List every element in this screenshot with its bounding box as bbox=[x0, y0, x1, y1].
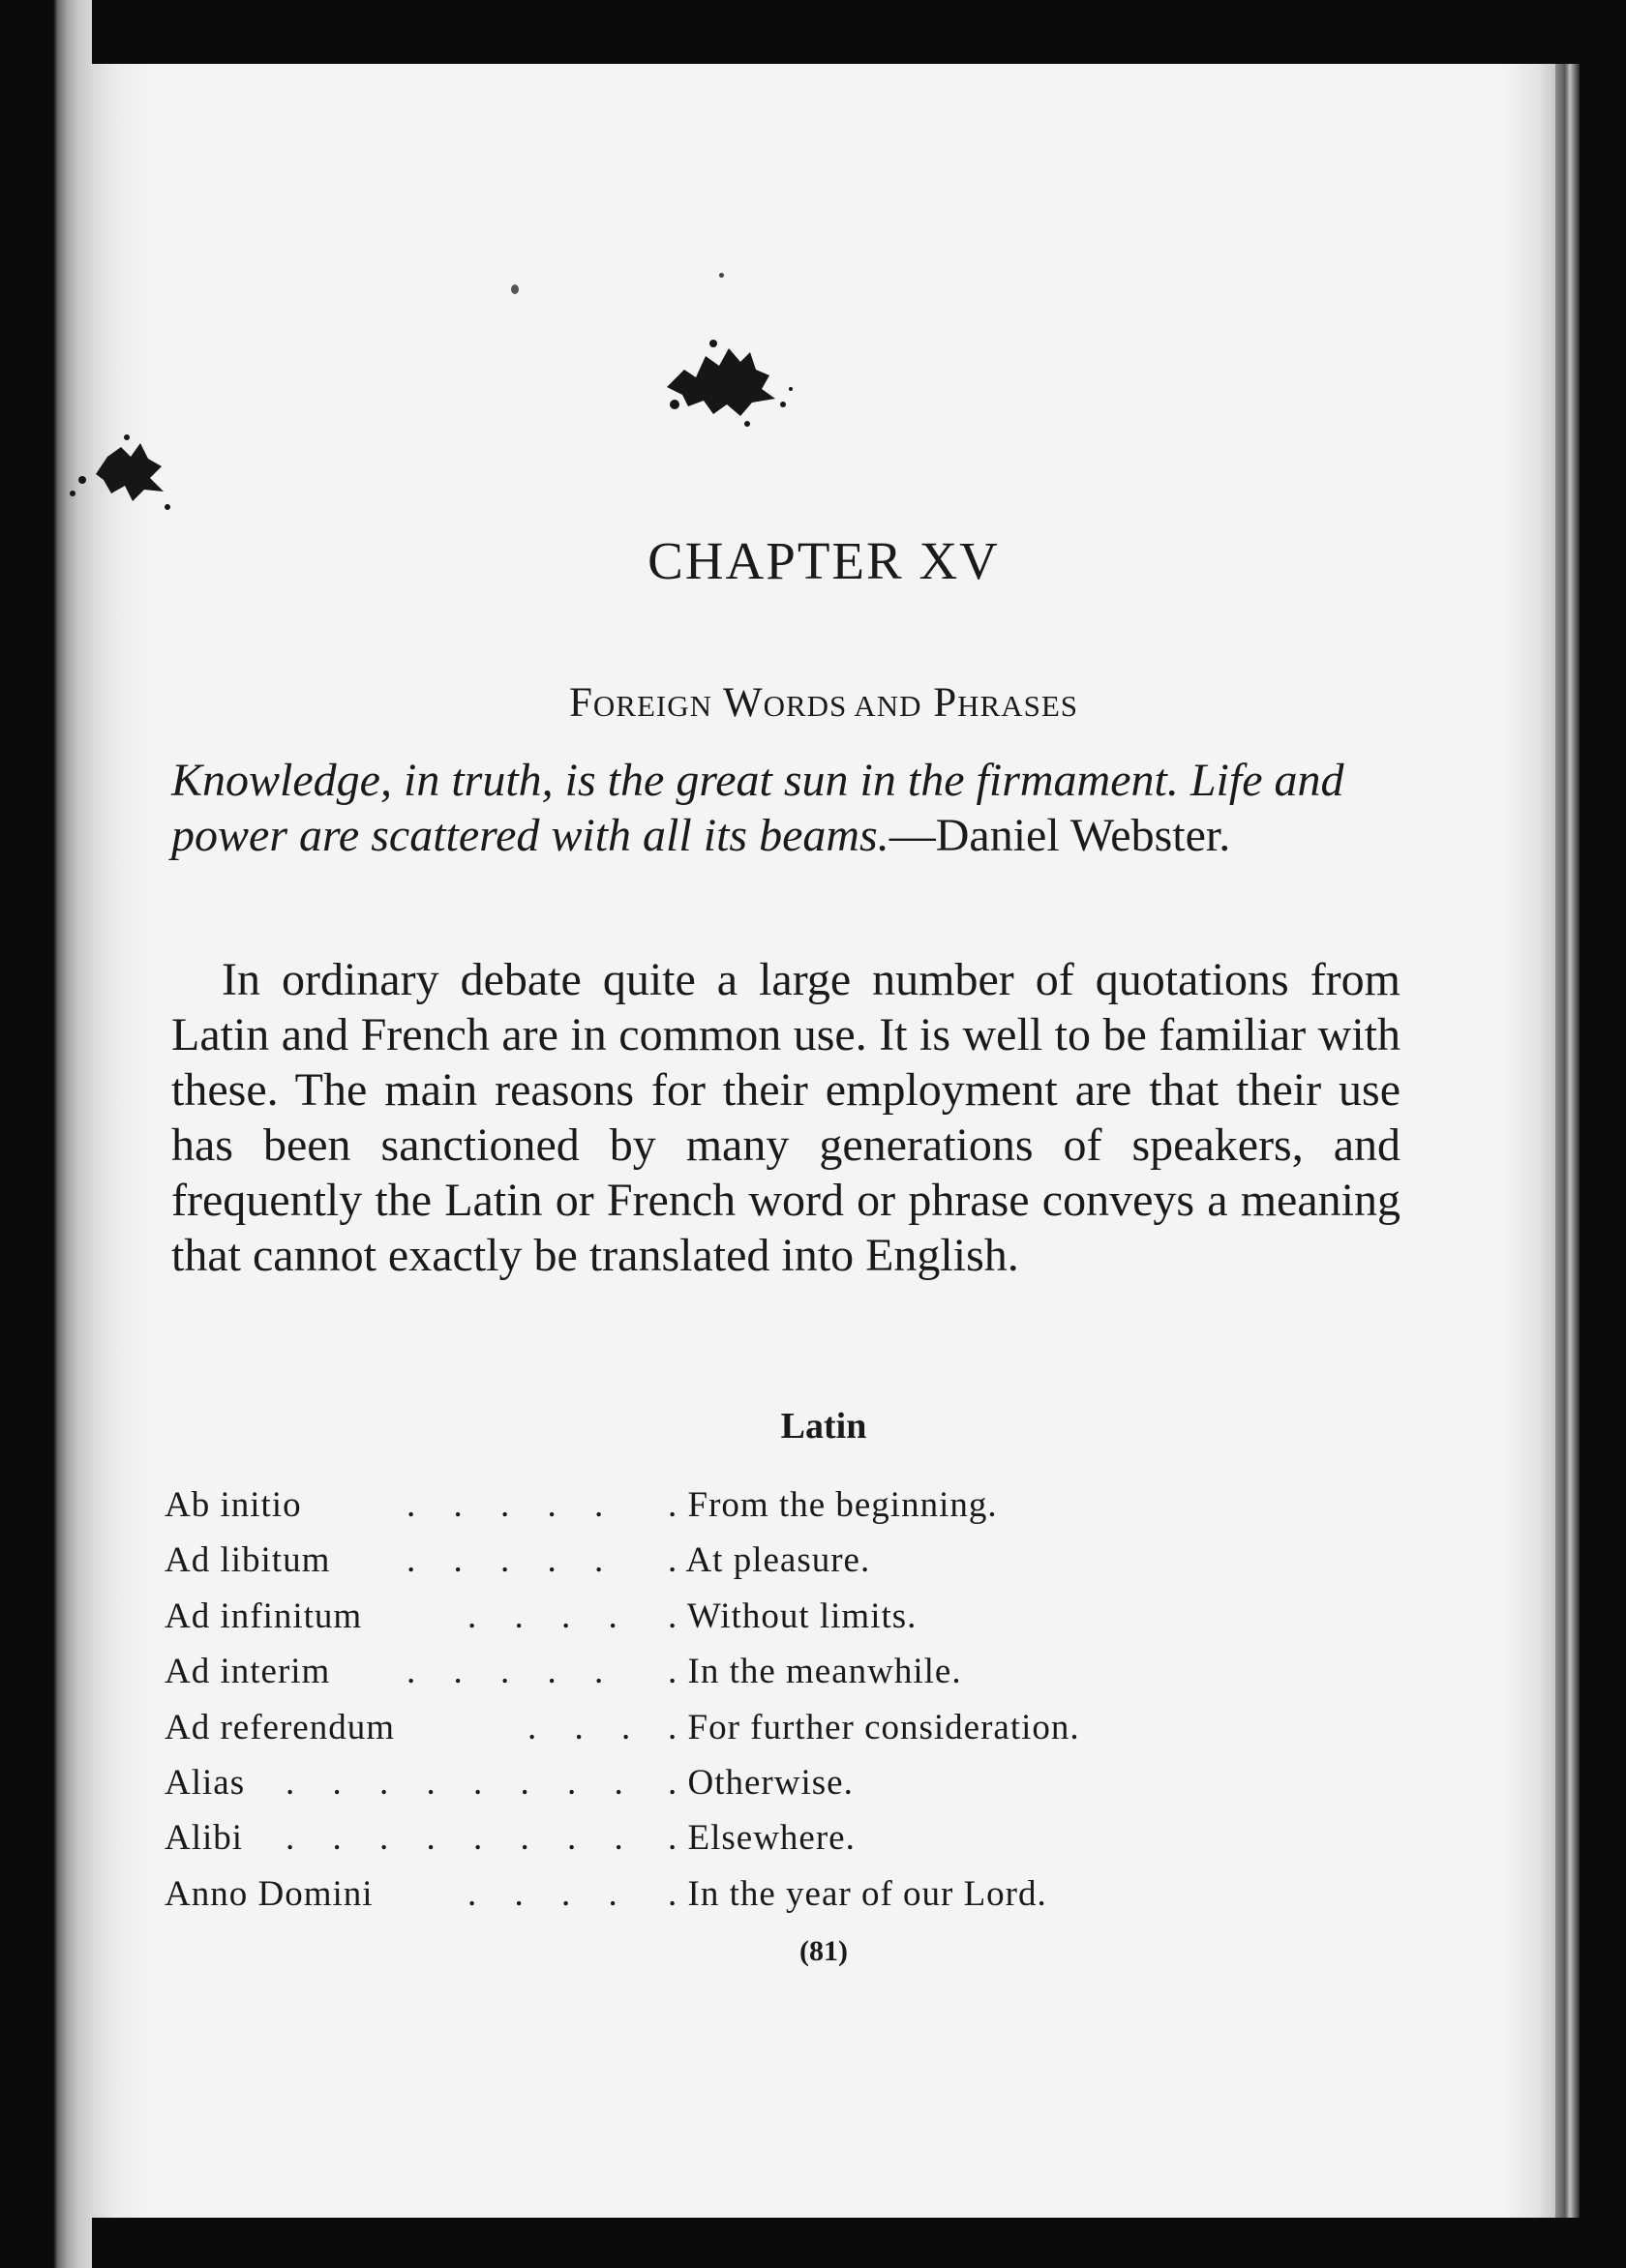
leader-dots: . . . . . bbox=[406, 1652, 618, 1692]
phrase-term: Alibi bbox=[165, 1818, 244, 1859]
leader-dots: . . . . . bbox=[406, 1540, 618, 1581]
leader-dots: . . . bbox=[527, 1707, 646, 1747]
phrase-term: Ad infinitum bbox=[165, 1596, 363, 1636]
phrase-meaning: . In the meanwhile. bbox=[668, 1652, 962, 1692]
phrase-term: Anno Domini bbox=[165, 1873, 374, 1914]
phrase-meaning: . For further consideration. bbox=[668, 1707, 1080, 1747]
section-title-rest-1: OREIGN bbox=[592, 689, 712, 723]
phrase-term: Ad referendum bbox=[165, 1707, 395, 1747]
phrase-row bbox=[165, 1762, 1326, 1817]
latin-heading: Latin bbox=[780, 1406, 867, 1447]
phrase-term: Ad interim bbox=[165, 1652, 331, 1692]
phrase-row bbox=[165, 1707, 1326, 1762]
phrase-meaning: . At pleasure. bbox=[668, 1540, 871, 1581]
phrase-meaning: . Elsewhere. bbox=[668, 1818, 856, 1859]
chapter-title: CHAPTER XV bbox=[647, 531, 1000, 590]
section-title-cap-1: F bbox=[568, 680, 593, 726]
phrase-row bbox=[165, 1484, 1326, 1539]
leader-dots: . . . . bbox=[467, 1873, 632, 1914]
epigraph-attribution: —Daniel Webster. bbox=[888, 810, 1231, 861]
body-paragraph: In ordinary debate quite a large number of quotations from Latin and French are in common use. It is well to be familiar with these. The main reasons for their employment are that their use has been sanctioned by many generations of speakers, and frequently the Latin or French word or phrase conveys a meaning that cannot exactly be translated into English. bbox=[171, 954, 1400, 1281]
ink-speck bbox=[719, 273, 724, 278]
ink-blot-ornament bbox=[655, 319, 800, 435]
ink-blot-ornament-left bbox=[44, 418, 179, 524]
leader-dots: . . . . . bbox=[406, 1485, 618, 1525]
book-page-edge bbox=[1555, 64, 1580, 2218]
leader-dots: . . . . . . . . bbox=[286, 1818, 638, 1859]
phrase-meaning: . Otherwise. bbox=[668, 1762, 854, 1803]
section-title-rest-2: ORDS AND bbox=[763, 689, 922, 723]
phrase-meaning: . Without limits. bbox=[668, 1596, 918, 1636]
phrase-term: Alias bbox=[165, 1762, 246, 1803]
phrase-term: Ab initio bbox=[165, 1485, 302, 1525]
phrase-meaning: . From the beginning. bbox=[668, 1485, 998, 1525]
section-title bbox=[92, 679, 1555, 727]
book-page bbox=[92, 64, 1555, 2218]
leader-dots: . . . . bbox=[467, 1596, 632, 1636]
epigraph bbox=[171, 753, 1400, 863]
book-spine-edge bbox=[0, 0, 92, 2268]
phrase-row bbox=[165, 1596, 1326, 1651]
phrase-term: Ad libitum bbox=[165, 1540, 331, 1581]
section-title-rest-3: HRASES bbox=[957, 689, 1079, 723]
phrase-row bbox=[165, 1873, 1326, 1928]
ink-speck bbox=[511, 284, 519, 294]
page-number: (81) bbox=[799, 1935, 848, 1967]
phrase-row bbox=[165, 1817, 1326, 1872]
epigraph-quote: Knowledge, in truth, is the great sun in the firmament. Life and power are scattered with all its beams. bbox=[171, 755, 1344, 861]
section-title-cap-3: P bbox=[933, 680, 958, 726]
leader-dots: . . . . . . . . bbox=[286, 1762, 638, 1803]
latin-phrase-list bbox=[165, 1484, 1326, 1928]
phrase-row bbox=[165, 1651, 1326, 1706]
section-title-cap-2: W bbox=[722, 680, 764, 726]
phrase-row bbox=[165, 1539, 1326, 1595]
phrase-meaning: . In the year of our Lord. bbox=[668, 1873, 1047, 1914]
